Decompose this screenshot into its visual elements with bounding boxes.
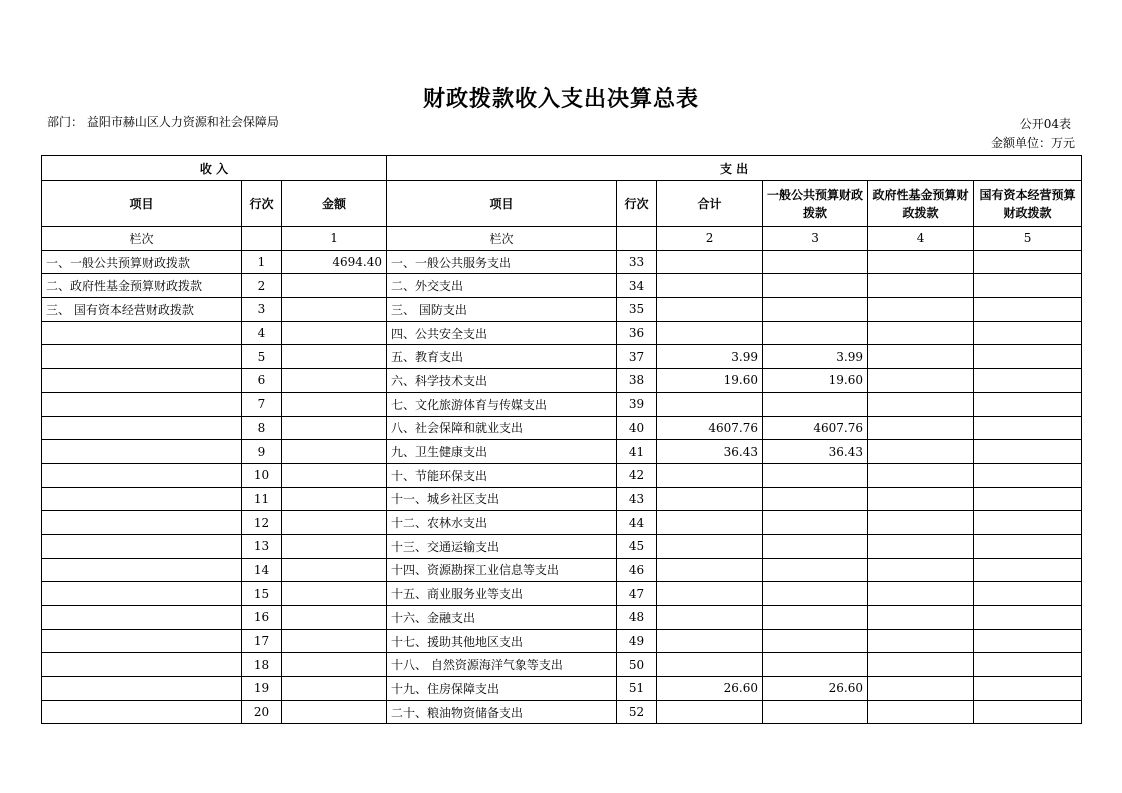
income-amount-cell [282, 416, 387, 440]
expense-item-cell: 十一、城乡社区支出 [387, 487, 617, 511]
income-amount-cell [282, 606, 387, 630]
income-row-no-cell: 18 [242, 653, 282, 677]
total-amount-cell: 36.43 [657, 440, 763, 464]
expense-item-header: 项目 [387, 181, 617, 227]
gov-fund-amount-cell [868, 416, 974, 440]
income-amount-cell [282, 653, 387, 677]
expense-row-no-cell: 41 [617, 440, 657, 464]
expense-item-cell: 一、一般公共服务支出 [387, 250, 617, 274]
expense-row-no-cell: 45 [617, 534, 657, 558]
table-row [42, 416, 1082, 440]
state-capital-amount-cell [974, 250, 1082, 274]
gov-fund-amount-cell [868, 534, 974, 558]
expense-item-cell: 三、 国防支出 [387, 298, 617, 322]
col-index-blank [242, 227, 282, 251]
expense-row-no-cell: 36 [617, 321, 657, 345]
state-capital-amount-cell [974, 298, 1082, 322]
general-budget-amount-cell [763, 487, 868, 511]
income-item-cell [42, 558, 242, 582]
table-row [42, 558, 1082, 582]
income-amount-cell: 4694.40 [282, 250, 387, 274]
income-item-cell [42, 321, 242, 345]
income-row-no-cell: 14 [242, 558, 282, 582]
gov-fund-amount-cell [868, 558, 974, 582]
table-row [42, 440, 1082, 464]
gov-fund-amount-cell [868, 345, 974, 369]
state-capital-amount-cell [974, 582, 1082, 606]
income-row-no-header: 行次 [242, 181, 282, 227]
general-budget-amount-cell [763, 653, 868, 677]
state-capital-amount-cell [974, 629, 1082, 653]
income-item-cell [42, 653, 242, 677]
expense-row-no-cell: 44 [617, 511, 657, 535]
income-item-cell [42, 416, 242, 440]
table-row [42, 321, 1082, 345]
table-row [42, 629, 1082, 653]
income-amount-cell [282, 392, 387, 416]
income-section-header: 收 入 [42, 156, 387, 181]
income-item-cell [42, 629, 242, 653]
income-row-no-cell: 10 [242, 463, 282, 487]
expense-row-no-cell: 34 [617, 274, 657, 298]
col-index-label-right: 栏次 [387, 227, 617, 251]
income-amount-cell [282, 629, 387, 653]
income-row-no-cell: 15 [242, 582, 282, 606]
gov-fund-header: 政府性基金预算财政拨款 [868, 181, 974, 227]
gov-fund-amount-cell [868, 700, 974, 724]
income-amount-cell [282, 274, 387, 298]
gov-fund-amount-cell [868, 653, 974, 677]
gov-fund-amount-cell [868, 250, 974, 274]
income-amount-cell [282, 534, 387, 558]
state-capital-amount-cell [974, 487, 1082, 511]
column-index-row [42, 227, 1082, 251]
gov-fund-amount-cell [868, 440, 974, 464]
expense-item-cell: 十二、农林水支出 [387, 511, 617, 535]
expense-item-cell: 六、科学技术支出 [387, 369, 617, 393]
state-capital-amount-cell [974, 700, 1082, 724]
table-row [42, 463, 1082, 487]
income-amount-cell [282, 298, 387, 322]
expense-item-cell: 八、社会保障和就业支出 [387, 416, 617, 440]
expense-item-cell: 十七、援助其他地区支出 [387, 629, 617, 653]
gov-fund-amount-cell [868, 606, 974, 630]
income-item-cell [42, 463, 242, 487]
expense-item-cell: 十四、资源勘探工业信息等支出 [387, 558, 617, 582]
gov-fund-amount-cell [868, 369, 974, 393]
income-item-cell [42, 606, 242, 630]
table-row [42, 511, 1082, 535]
income-amount-header: 金额 [282, 181, 387, 227]
gov-fund-amount-cell [868, 392, 974, 416]
income-amount-cell [282, 677, 387, 701]
column-header-row [42, 181, 1082, 227]
table-row [42, 487, 1082, 511]
expense-item-cell: 十、节能环保支出 [387, 463, 617, 487]
gov-fund-amount-cell [868, 487, 974, 511]
table-row [42, 534, 1082, 558]
state-capital-amount-cell [974, 606, 1082, 630]
income-amount-cell [282, 321, 387, 345]
total-amount-cell [657, 653, 763, 677]
total-amount-cell [657, 463, 763, 487]
general-budget-amount-cell: 3.99 [763, 345, 868, 369]
income-item-cell [42, 511, 242, 535]
expense-row-no-cell: 48 [617, 606, 657, 630]
total-amount-cell [657, 392, 763, 416]
income-amount-cell [282, 700, 387, 724]
general-budget-amount-cell: 36.43 [763, 440, 868, 464]
gov-fund-amount-cell [868, 677, 974, 701]
expense-item-cell: 十三、交通运输支出 [387, 534, 617, 558]
expense-item-cell: 二、外交支出 [387, 274, 617, 298]
income-row-no-cell: 11 [242, 487, 282, 511]
gov-fund-amount-cell [868, 463, 974, 487]
income-row-no-cell: 16 [242, 606, 282, 630]
income-amount-cell [282, 511, 387, 535]
state-capital-amount-cell [974, 677, 1082, 701]
income-amount-cell [282, 463, 387, 487]
table-row [42, 677, 1082, 701]
gov-fund-amount-cell [868, 629, 974, 653]
table-row [42, 653, 1082, 677]
table-row [42, 700, 1082, 724]
total-amount-cell [657, 321, 763, 345]
col-index-1: 1 [282, 227, 387, 251]
total-amount-cell [657, 298, 763, 322]
state-capital-amount-cell [974, 392, 1082, 416]
total-amount-cell [657, 700, 763, 724]
general-budget-amount-cell [763, 629, 868, 653]
expense-item-cell: 十八、 自然资源海洋气象等支出 [387, 653, 617, 677]
state-capital-amount-cell [974, 345, 1082, 369]
income-row-no-cell: 12 [242, 511, 282, 535]
total-amount-cell: 4607.76 [657, 416, 763, 440]
income-row-no-cell: 8 [242, 416, 282, 440]
state-capital-header: 国有资本经营预算财政拨款 [974, 181, 1082, 227]
income-item-cell [42, 534, 242, 558]
income-row-no-cell: 9 [242, 440, 282, 464]
state-capital-amount-cell [974, 321, 1082, 345]
income-row-no-cell: 13 [242, 534, 282, 558]
income-amount-cell [282, 345, 387, 369]
income-row-no-cell: 6 [242, 369, 282, 393]
state-capital-amount-cell [974, 653, 1082, 677]
general-budget-amount-cell [763, 298, 868, 322]
income-amount-cell [282, 487, 387, 511]
expense-row-no-cell: 37 [617, 345, 657, 369]
table-row [42, 392, 1082, 416]
expense-row-no-cell: 43 [617, 487, 657, 511]
income-amount-cell [282, 369, 387, 393]
income-item-cell [42, 440, 242, 464]
total-amount-cell [657, 250, 763, 274]
expense-row-no-cell: 38 [617, 369, 657, 393]
general-budget-amount-cell [763, 463, 868, 487]
expense-item-cell: 十六、金融支出 [387, 606, 617, 630]
expense-item-cell: 十九、住房保障支出 [387, 677, 617, 701]
state-capital-amount-cell [974, 440, 1082, 464]
income-item-cell [42, 345, 242, 369]
total-amount-cell [657, 487, 763, 511]
expense-item-cell: 二十、粮油物资储备支出 [387, 700, 617, 724]
income-row-no-cell: 19 [242, 677, 282, 701]
total-amount-cell [657, 534, 763, 558]
income-item-cell [42, 677, 242, 701]
col-index-2: 2 [657, 227, 763, 251]
income-item-cell [42, 700, 242, 724]
table-row [42, 274, 1082, 298]
table-row [42, 606, 1082, 630]
expense-row-no-cell: 42 [617, 463, 657, 487]
section-header-row [42, 156, 1082, 181]
expense-row-no-cell: 51 [617, 677, 657, 701]
gov-fund-amount-cell [868, 274, 974, 298]
report-table [41, 155, 1082, 724]
income-amount-cell [282, 582, 387, 606]
general-budget-amount-cell [763, 274, 868, 298]
expense-row-no-cell: 52 [617, 700, 657, 724]
department-label: 部门： 益阳市赫山区人力资源和社会保障局 [47, 115, 279, 129]
expense-row-no-cell: 39 [617, 392, 657, 416]
income-item-cell: 一、一般公共预算财政拨款 [42, 250, 242, 274]
expense-row-no-cell: 35 [617, 298, 657, 322]
expense-row-no-cell: 47 [617, 582, 657, 606]
total-amount-cell [657, 629, 763, 653]
page-title: 财政拨款收入支出决算总表 [422, 87, 699, 112]
total-amount-cell [657, 606, 763, 630]
general-budget-amount-cell: 26.60 [763, 677, 868, 701]
expense-item-cell: 七、文化旅游体育与传媒支出 [387, 392, 617, 416]
income-amount-cell [282, 440, 387, 464]
expense-item-cell: 十五、商业服务业等支出 [387, 582, 617, 606]
form-number: 公开04表 [1019, 117, 1071, 131]
gov-fund-amount-cell [868, 298, 974, 322]
expense-row-no-cell: 33 [617, 250, 657, 274]
income-row-no-cell: 3 [242, 298, 282, 322]
general-budget-amount-cell [763, 321, 868, 345]
income-item-cell [42, 582, 242, 606]
general-budget-amount-cell [763, 700, 868, 724]
income-item-cell [42, 487, 242, 511]
state-capital-amount-cell [974, 534, 1082, 558]
income-item-cell: 二、政府性基金预算财政拨款 [42, 274, 242, 298]
total-amount-cell [657, 274, 763, 298]
table-row [42, 345, 1082, 369]
general-budget-amount-cell: 19.60 [763, 369, 868, 393]
state-capital-amount-cell [974, 463, 1082, 487]
general-budget-amount-cell [763, 534, 868, 558]
table-row [42, 369, 1082, 393]
total-amount-cell: 26.60 [657, 677, 763, 701]
general-budget-amount-cell [763, 511, 868, 535]
table-row [42, 582, 1082, 606]
general-budget-amount-cell: 4607.76 [763, 416, 868, 440]
gov-fund-amount-cell [868, 511, 974, 535]
total-amount-cell [657, 582, 763, 606]
expense-row-no-cell: 49 [617, 629, 657, 653]
general-budget-amount-cell [763, 582, 868, 606]
col-index-3: 3 [763, 227, 868, 251]
amount-unit: 金额单位：万元 [990, 136, 1075, 150]
income-row-no-cell: 2 [242, 274, 282, 298]
total-header: 合计 [657, 181, 763, 227]
total-amount-cell [657, 511, 763, 535]
expense-row-no-cell: 50 [617, 653, 657, 677]
income-row-no-cell: 20 [242, 700, 282, 724]
expense-item-cell: 四、公共安全支出 [387, 321, 617, 345]
total-amount-cell: 3.99 [657, 345, 763, 369]
table-row [42, 298, 1082, 322]
income-row-no-cell: 5 [242, 345, 282, 369]
state-capital-amount-cell [974, 274, 1082, 298]
income-item-cell [42, 392, 242, 416]
general-budget-amount-cell [763, 606, 868, 630]
col-index-blank [617, 227, 657, 251]
expense-section-header: 支 出 [387, 156, 1082, 181]
state-capital-amount-cell [974, 416, 1082, 440]
state-capital-amount-cell [974, 511, 1082, 535]
expense-row-no-cell: 46 [617, 558, 657, 582]
table-row [42, 250, 1082, 274]
income-row-no-cell: 17 [242, 629, 282, 653]
total-amount-cell [657, 558, 763, 582]
general-budget-amount-cell [763, 392, 868, 416]
income-amount-cell [282, 558, 387, 582]
expense-row-no-header: 行次 [617, 181, 657, 227]
col-index-4: 4 [868, 227, 974, 251]
state-capital-amount-cell [974, 369, 1082, 393]
general-budget-header: 一般公共预算财政拨款 [763, 181, 868, 227]
state-capital-amount-cell [974, 558, 1082, 582]
income-row-no-cell: 4 [242, 321, 282, 345]
gov-fund-amount-cell [868, 321, 974, 345]
income-row-no-cell: 1 [242, 250, 282, 274]
col-index-5: 5 [974, 227, 1082, 251]
expense-item-cell: 五、教育支出 [387, 345, 617, 369]
general-budget-amount-cell [763, 250, 868, 274]
income-row-no-cell: 7 [242, 392, 282, 416]
income-item-cell: 三、 国有资本经营财政拨款 [42, 298, 242, 322]
expense-row-no-cell: 40 [617, 416, 657, 440]
expense-item-cell: 九、卫生健康支出 [387, 440, 617, 464]
general-budget-amount-cell [763, 558, 868, 582]
income-item-header: 项目 [42, 181, 242, 227]
gov-fund-amount-cell [868, 582, 974, 606]
total-amount-cell: 19.60 [657, 369, 763, 393]
col-index-label-left: 栏次 [42, 227, 242, 251]
income-item-cell [42, 369, 242, 393]
